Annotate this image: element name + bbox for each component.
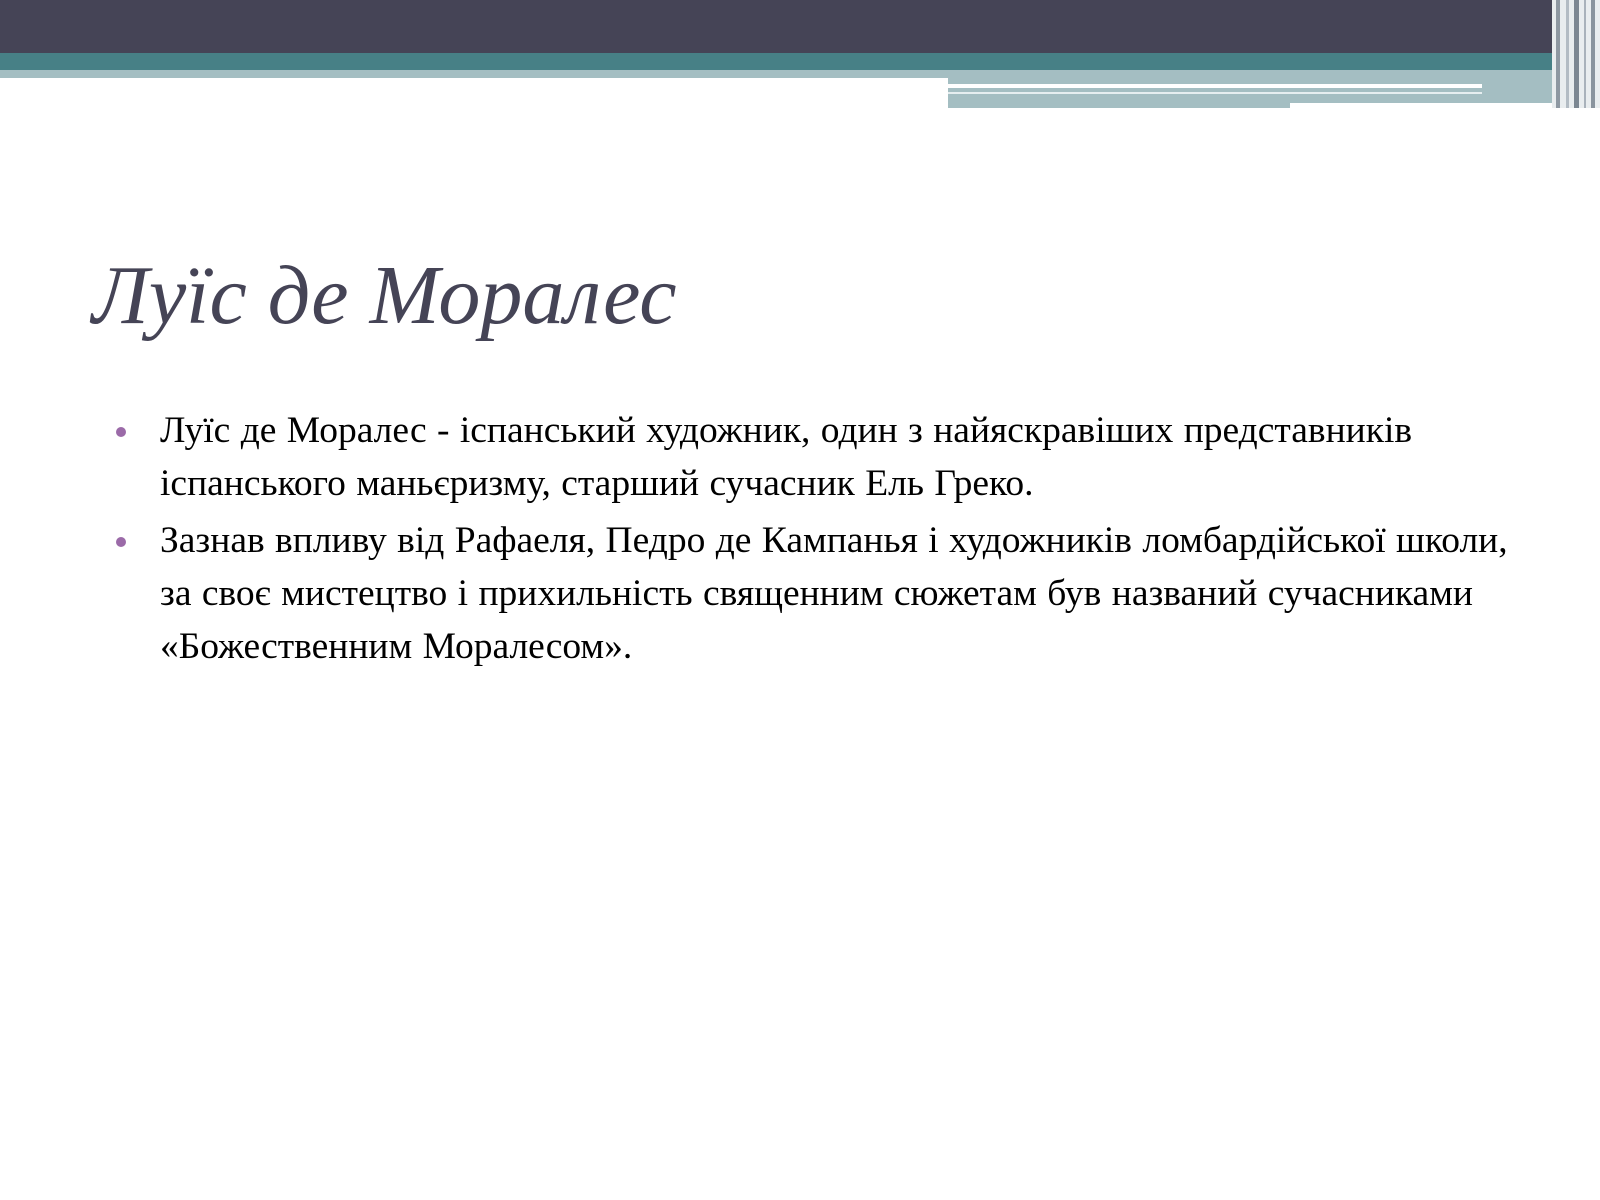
- bullet-item: [115, 514, 1515, 673]
- bullet-list: [115, 404, 1515, 677]
- slide-title: Луїс де Моралес: [92, 249, 677, 342]
- header-light-band-left: [0, 70, 948, 78]
- header-notch: [1290, 103, 1570, 108]
- header-accent-line-thin: [948, 92, 1482, 94]
- bullet-marker-icon: [116, 427, 126, 437]
- header-dark-band: [0, 0, 1600, 53]
- bullet-item: [115, 404, 1515, 510]
- bullet-text: Луїс де Моралес - іспанський художник, один з найяскравіших представників іспанського маньєризму, старший сучасник Ель Греко.: [160, 410, 1413, 504]
- header-teal-band: [0, 53, 1600, 70]
- header-accent-line: [948, 84, 1482, 88]
- bullet-text: Зазнав впливу від Рафаеля, Педро де Кампанья і художників ломбардійської школи, за своє мистецтво і прихильність священним сюжетам був названий сучасниками «Божественним Моралесом».: [160, 520, 1508, 667]
- bullet-marker-icon: [116, 537, 126, 547]
- edge-stripes-decoration: [1552, 0, 1600, 108]
